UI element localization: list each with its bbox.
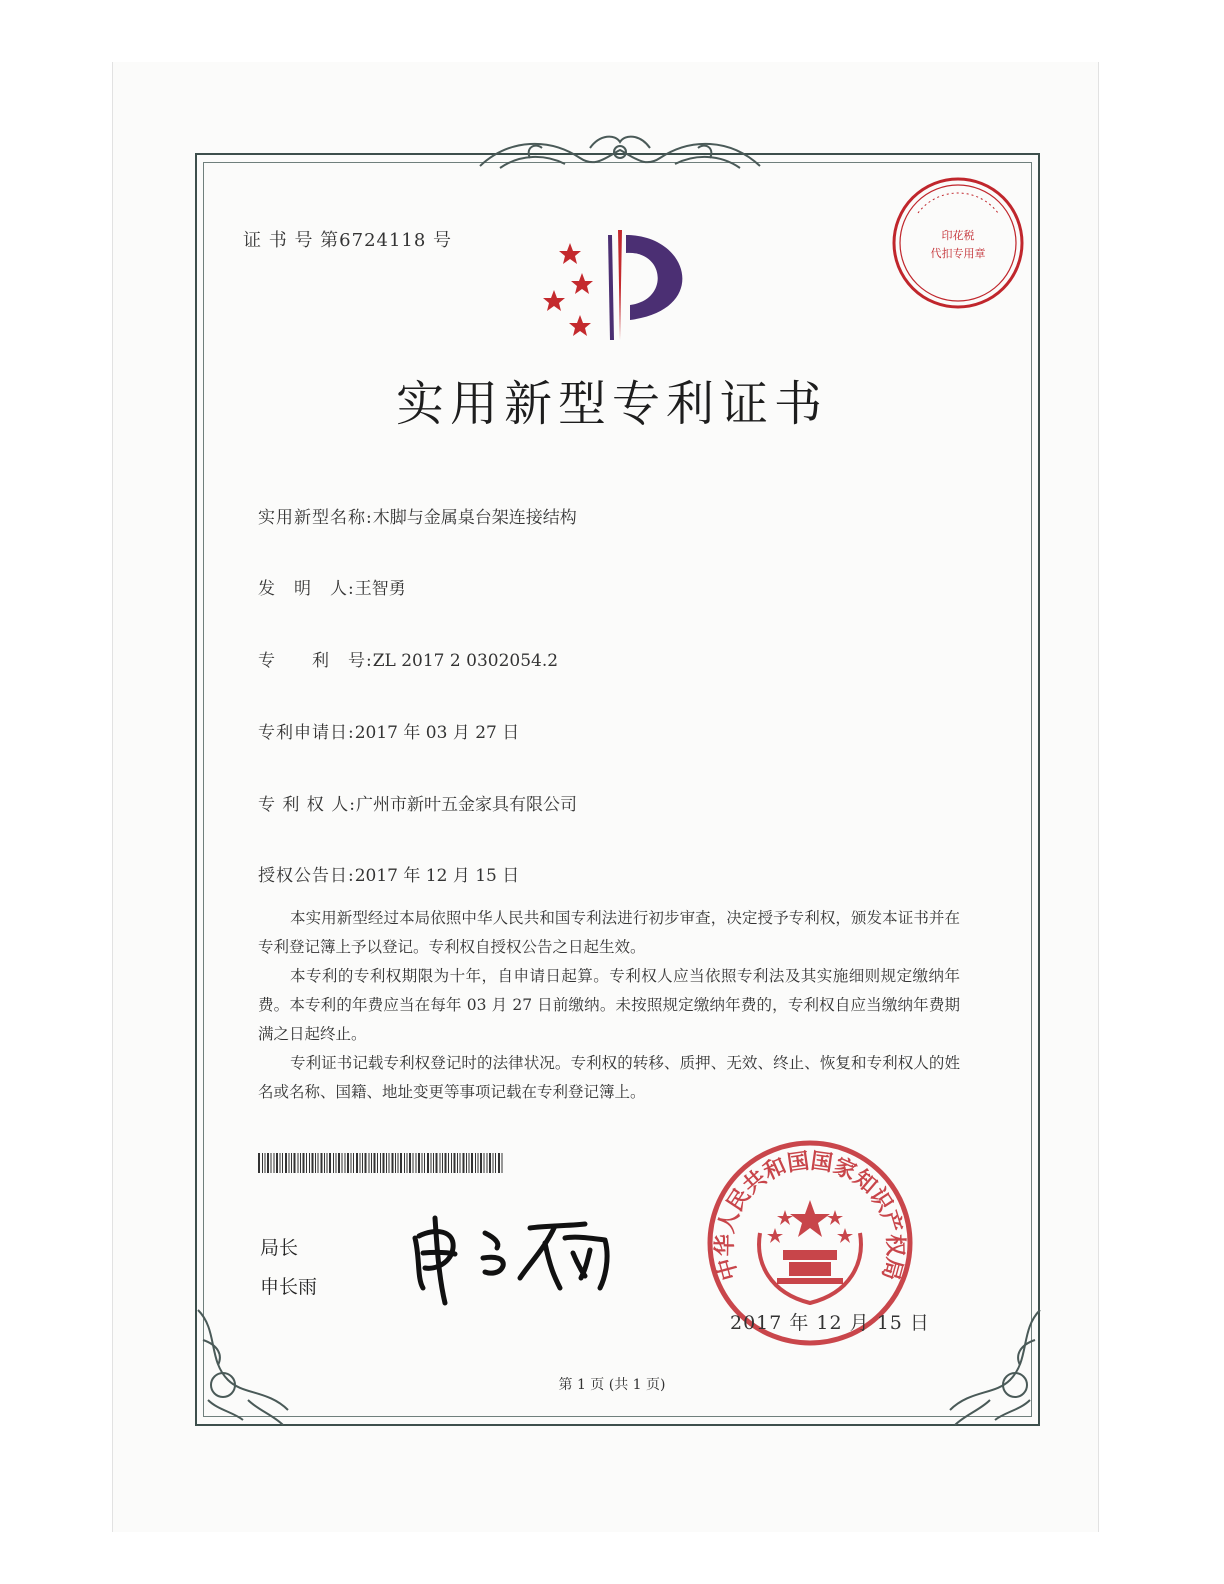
barcode-bar xyxy=(374,1153,376,1173)
cnipa-logo xyxy=(540,225,695,345)
barcode-bar xyxy=(329,1153,331,1173)
bottom-right-ornament xyxy=(930,1300,1050,1430)
barcode-bar xyxy=(431,1153,432,1173)
barcode-bar xyxy=(285,1153,287,1173)
barcode-bar xyxy=(345,1153,346,1173)
director-signature xyxy=(405,1208,620,1308)
barcode-bar xyxy=(454,1153,456,1173)
barcode-bar xyxy=(353,1153,354,1173)
field-inventor xyxy=(258,574,406,599)
tax-seal xyxy=(888,173,1028,313)
barcode-bar xyxy=(445,1153,447,1173)
barcode-bar xyxy=(315,1153,316,1173)
barcode-bar xyxy=(267,1153,269,1173)
barcode-bar xyxy=(265,1153,266,1173)
barcode-bar xyxy=(480,1153,482,1173)
barcode-bar xyxy=(471,1153,473,1173)
barcode-bar xyxy=(365,1153,367,1173)
page-number: 第 1 页 (共 1 页) xyxy=(558,1377,666,1393)
barcode-bar xyxy=(400,1153,402,1173)
barcode-bar xyxy=(351,1153,352,1173)
field-label: 授权公告日: xyxy=(258,866,355,886)
barcode-bar xyxy=(386,1153,387,1173)
barcode-bar xyxy=(460,1153,461,1173)
barcode-bar xyxy=(377,1153,378,1173)
document-title: 实用新型专利证书 xyxy=(395,376,828,432)
top-ornament xyxy=(470,128,770,180)
barcode-bar xyxy=(451,1153,452,1173)
barcode-bar xyxy=(318,1153,319,1173)
barcode-bar xyxy=(338,1153,340,1173)
field-grant-date xyxy=(258,861,519,886)
field-label: 发 明 人: xyxy=(258,579,355,599)
barcode-bar xyxy=(371,1153,372,1173)
legal-paragraph: 本专利的专利权期限为十年，自申请日起算。专利权人应当依照专利法及其实施细则规定缴纳年费。本专利的年费应当在每年 03 月 27 日前缴纳。未按照规定缴纳年费的，专利权自应当缴纳年费期满之日起终止。 xyxy=(258,967,960,1043)
field-patent-number xyxy=(258,646,558,671)
field-label: 专利申请日: xyxy=(258,723,355,743)
barcode-bar xyxy=(380,1153,381,1173)
field-value: 王智勇 xyxy=(354,579,406,599)
barcode-bar xyxy=(369,1153,370,1173)
barcode-bar xyxy=(478,1153,479,1173)
barcode-bar xyxy=(298,1153,299,1173)
barcode-bar xyxy=(333,1153,334,1173)
field-value: 广州市新叶五金家具有限公司 xyxy=(355,795,577,815)
field-label: 专 利 权 人: xyxy=(258,795,356,815)
barcode-bar xyxy=(416,1153,417,1173)
barcode-bar xyxy=(327,1153,328,1173)
barcode-bar xyxy=(398,1153,399,1173)
barcode-bar xyxy=(306,1153,307,1173)
barcode-bar xyxy=(475,1153,476,1173)
barcode-bar xyxy=(289,1153,290,1173)
field-label: 专 利 号: xyxy=(258,651,373,671)
director-title: 局长 xyxy=(260,1237,299,1259)
barcode-bar xyxy=(448,1153,449,1173)
barcode-bar xyxy=(442,1153,443,1173)
barcode-bar xyxy=(356,1153,358,1173)
barcode-bar xyxy=(291,1153,292,1173)
barcode-bar xyxy=(392,1153,394,1173)
barcode-bar xyxy=(418,1153,420,1173)
barcode-bar xyxy=(321,1153,323,1173)
barcode-bar xyxy=(362,1153,363,1173)
barcode-bar xyxy=(498,1153,500,1173)
field-value: 木脚与金属桌台架连接结构 xyxy=(372,508,577,528)
field-label: 实用新型名称: xyxy=(258,508,373,528)
barcode-bar xyxy=(300,1153,301,1173)
barcode-bar xyxy=(422,1153,423,1173)
barcode-bar xyxy=(409,1153,411,1173)
barcode-bar xyxy=(336,1153,337,1173)
barcode-bar xyxy=(360,1153,361,1173)
field-patentee xyxy=(258,790,577,815)
field-value: 2017 年 12 月 15 日 xyxy=(354,866,520,886)
barcode-bar xyxy=(495,1153,496,1173)
barcode xyxy=(258,1153,504,1173)
barcode-bar xyxy=(276,1153,278,1173)
certificate-number: 证 书 号 第6724118 号 xyxy=(243,230,453,251)
issue-date: 2017 年 12 月 15 日 xyxy=(730,1312,930,1334)
barcode-bar xyxy=(502,1153,503,1173)
barcode-bar xyxy=(463,1153,465,1173)
seal-text: 中华人民共和国国家知识产权局 xyxy=(712,1148,908,1283)
barcode-bar xyxy=(427,1153,429,1173)
barcode-bar xyxy=(407,1153,408,1173)
barcode-bar xyxy=(274,1153,275,1173)
barcode-bar xyxy=(383,1153,385,1173)
field-utility-model-name xyxy=(258,503,577,528)
barcode-bar xyxy=(487,1153,488,1173)
barcode-bar xyxy=(271,1153,272,1173)
legal-text xyxy=(258,904,960,1107)
barcode-bar xyxy=(489,1153,491,1173)
barcode-bar xyxy=(282,1153,283,1173)
legal-paragraph: 本实用新型经过本局依照中华人民共和国专利法进行初步审查，决定授予专利权，颁发本证书并在专利登记簿上予以登记。专利权自授权公告之日起生效。 xyxy=(258,909,960,956)
barcode-bar xyxy=(342,1153,343,1173)
barcode-bar xyxy=(424,1153,425,1173)
barcode-bar xyxy=(466,1153,467,1173)
barcode-bar xyxy=(309,1153,310,1173)
barcode-bar xyxy=(457,1153,458,1173)
svg-text:印花税: 印花税 xyxy=(941,229,975,242)
barcode-bar xyxy=(262,1153,263,1173)
barcode-bar xyxy=(395,1153,396,1173)
barcode-bar xyxy=(294,1153,296,1173)
barcode-bar xyxy=(347,1153,349,1173)
barcode-bar xyxy=(404,1153,405,1173)
barcode-bar xyxy=(389,1153,390,1173)
barcode-bar xyxy=(413,1153,414,1173)
barcode-bar xyxy=(324,1153,325,1173)
barcode-bar xyxy=(433,1153,434,1173)
bottom-left-ornament xyxy=(188,1300,308,1430)
barcode-bar xyxy=(440,1153,441,1173)
barcode-bar xyxy=(258,1153,260,1173)
barcode-bar xyxy=(303,1153,305,1173)
field-filing-date xyxy=(258,718,519,743)
svg-text:代扣专用章: 代扣专用章 xyxy=(930,247,986,260)
director-name: 申长雨 xyxy=(260,1276,318,1298)
barcode-bar xyxy=(280,1153,281,1173)
barcode-bar xyxy=(493,1153,494,1173)
legal-paragraph: 专利证书记载专利权登记时的法律状况。专利权的转移、质押、无效、终止、恢复和专利权人的姓名或名称、国籍、地址变更等事项记载在专利登记簿上。 xyxy=(258,1054,960,1101)
field-value: 2017 年 03 月 27 日 xyxy=(354,723,520,743)
barcode-bar xyxy=(436,1153,438,1173)
barcode-bar xyxy=(469,1153,470,1173)
field-value: ZL 2017 2 0302054.2 xyxy=(372,651,559,671)
barcode-bar xyxy=(312,1153,314,1173)
barcode-bar xyxy=(484,1153,485,1173)
